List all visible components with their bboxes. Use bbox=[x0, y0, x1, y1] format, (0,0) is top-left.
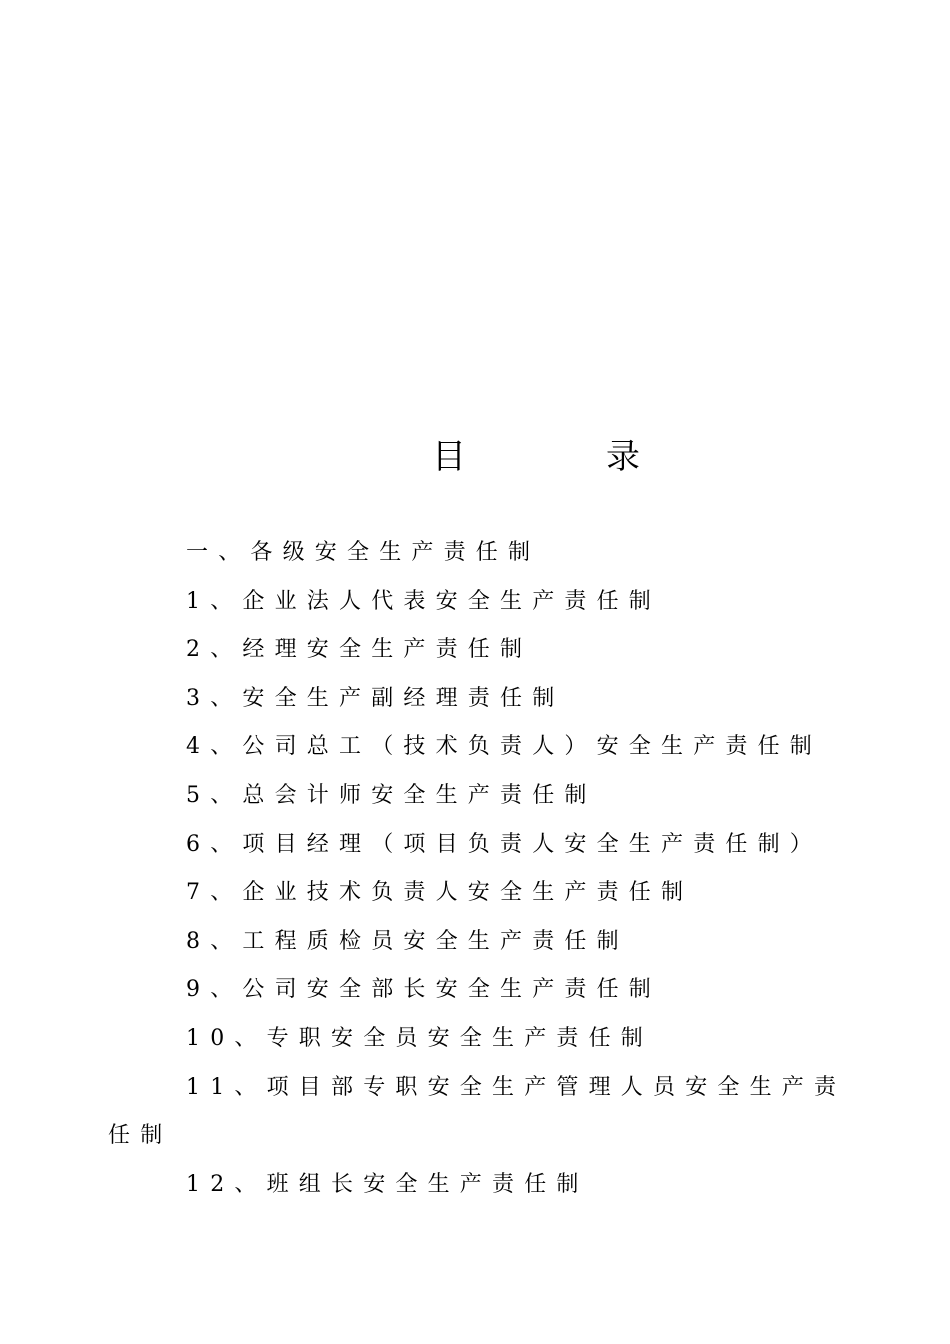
title-char-lu: 录 bbox=[606, 437, 640, 477]
toc-item-12: 12、班组长安全生产责任制 bbox=[186, 1171, 589, 1197]
toc-item-4: 4、公司总工（技术负责人）安全生产责任制 bbox=[186, 734, 822, 760]
toc-item-9: 9、公司安全部长安全生产责任制 bbox=[186, 977, 661, 1003]
toc-item-section-1: 一、各级安全生产责任制 bbox=[186, 540, 541, 565]
page-title bbox=[0, 432, 950, 482]
toc-item-2: 2、经理安全生产责任制 bbox=[186, 637, 533, 663]
table-of-contents bbox=[108, 529, 848, 1209]
toc-item-10: 10、专职安全员安全生产责任制 bbox=[186, 1025, 653, 1051]
toc-item-3: 3、安全生产副经理责任制 bbox=[186, 685, 565, 711]
title-char-mu: 目 bbox=[432, 437, 466, 477]
toc-item-6: 6、项目经理（项目负责人安全生产责任制） bbox=[186, 831, 822, 857]
toc-item-7: 7、企业技术负责人安全生产责任制 bbox=[186, 880, 694, 906]
toc-item-11: 11、项目部专职安全生产管理人员安全生产责任制 bbox=[108, 1074, 847, 1149]
toc-item-5: 5、总会计师安全生产责任制 bbox=[186, 782, 597, 808]
toc-item-1: 1、企业法人代表安全生产责任制 bbox=[186, 588, 661, 614]
toc-item-8: 8、工程质检员安全生产责任制 bbox=[186, 928, 629, 954]
